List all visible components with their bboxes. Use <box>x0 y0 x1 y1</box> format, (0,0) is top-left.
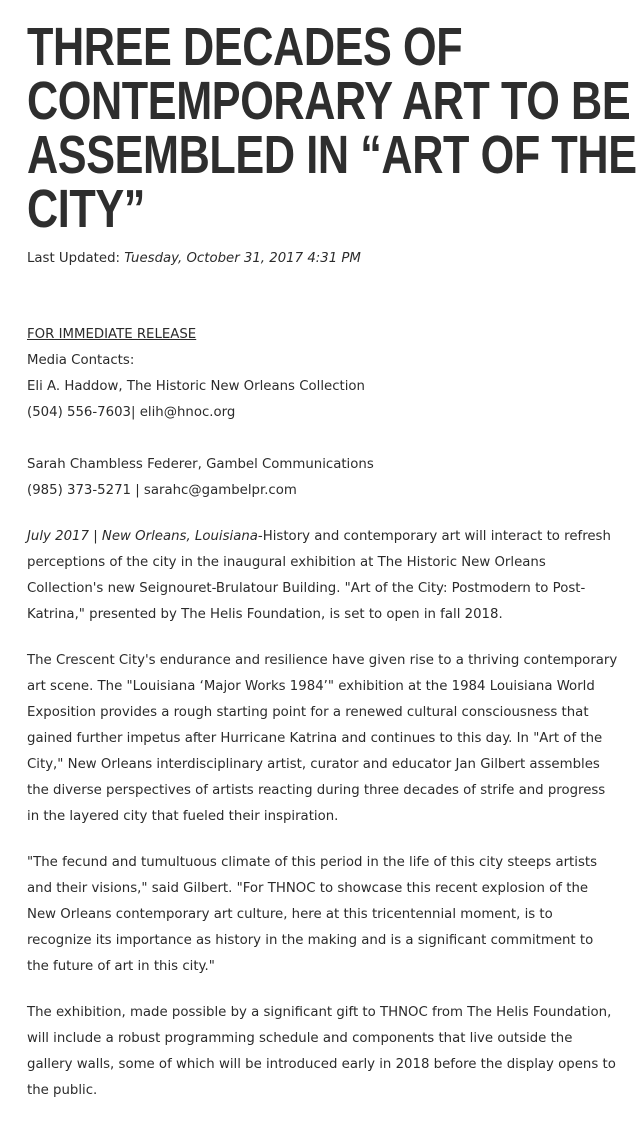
last-updated-label: Last Updated: <box>27 251 121 266</box>
media-contact-second <box>27 452 617 504</box>
media-contacts-label: Media Contacts: <box>27 353 135 368</box>
body-paragraph-2 <box>27 648 617 830</box>
title-line: THREE DECADES OF <box>27 17 463 77</box>
paragraph-line: in the layered city that fueled their inspiration. <box>27 809 339 824</box>
paragraph-line: and their visions," said Gilbert. "For THNOC to showcase this recent explosion of the <box>27 881 589 896</box>
paragraph-line: New Orleans contemporary art culture, here at this tricentennial moment, is to <box>27 907 553 922</box>
paragraph-line: will include a robust programming schedule and components that live outside the <box>27 1031 573 1046</box>
body-paragraph-3 <box>27 850 617 980</box>
last-updated <box>27 250 617 267</box>
immediate-release-heading: FOR IMMEDIATE RELEASE <box>27 327 197 342</box>
release-header <box>27 322 617 348</box>
media-contacts <box>27 348 617 426</box>
contact-name: Sarah Chambless Federer, Gambel Communications <box>27 457 374 472</box>
body-paragraph-4 <box>27 1000 617 1104</box>
paragraph-line: gained further impetus after Hurricane Katrina and continues to this day. In "Art of the <box>27 731 603 746</box>
paragraph-line: Katrina," presented by The Helis Foundation, is set to open in fall 2018. <box>27 607 503 622</box>
paragraph-line: recognize its importance as history in the making and is a significant commitment to <box>27 933 594 948</box>
paragraph-line: the public. <box>27 1083 98 1098</box>
body-paragraph-1 <box>27 524 617 628</box>
paragraph-line: gallery walls, some of which will be introduced early in 2018 before the display opens to <box>27 1057 616 1072</box>
page-title <box>27 17 637 239</box>
paragraph-line: Collection's new Seignouret-Brulatour Building. "Art of the City: Postmodern to Post- <box>27 581 586 596</box>
contact-info: (985) 373-5271 | sarahc@gambelpr.com <box>27 483 297 498</box>
title-line: CITY” <box>27 179 146 239</box>
paragraph-line: perceptions of the city in the inaugural exhibition at The Historic New Orleans <box>27 555 546 570</box>
paragraph-line: art scene. The "Louisiana ‘Major Works 1984’" exhibition at the 1984 Louisiana World <box>27 679 595 694</box>
paragraph-line: the diverse perspectives of artists reacting during three decades of strife and progress <box>27 783 606 798</box>
paragraph-line: Exposition provides a rough starting point for a renewed cultural consciousness that <box>27 705 589 720</box>
paragraph-line: City," New Orleans interdisciplinary artist, curator and educator Jan Gilbert assembles <box>27 757 600 772</box>
paragraph-line: "The fecund and tumultuous climate of this period in the life of this city steeps artists <box>27 855 598 870</box>
paragraph-line: the future of art in this city." <box>27 959 215 974</box>
contact-name: Eli A. Haddow, The Historic New Orleans Collection <box>27 379 365 394</box>
title-line: ASSEMBLED IN “ART OF THE <box>27 125 637 185</box>
paragraph-line: The exhibition, made possible by a significant gift to THNOC from The Helis Foundation, <box>27 1005 612 1020</box>
last-updated-value: Tuesday, October 31, 2017 4:31 PM <box>124 251 361 266</box>
paragraph-line: -History and contemporary art will interact to refresh <box>257 529 611 544</box>
paragraph-line: The Crescent City's endurance and resilience have given rise to a thriving contemporary <box>27 653 618 668</box>
title-line: CONTEMPORARY ART TO BE <box>27 71 631 131</box>
contact-info: (504) 556-7603| elih@hnoc.org <box>27 405 236 420</box>
dateline: July 2017 | New Orleans, Louisiana <box>27 529 258 544</box>
